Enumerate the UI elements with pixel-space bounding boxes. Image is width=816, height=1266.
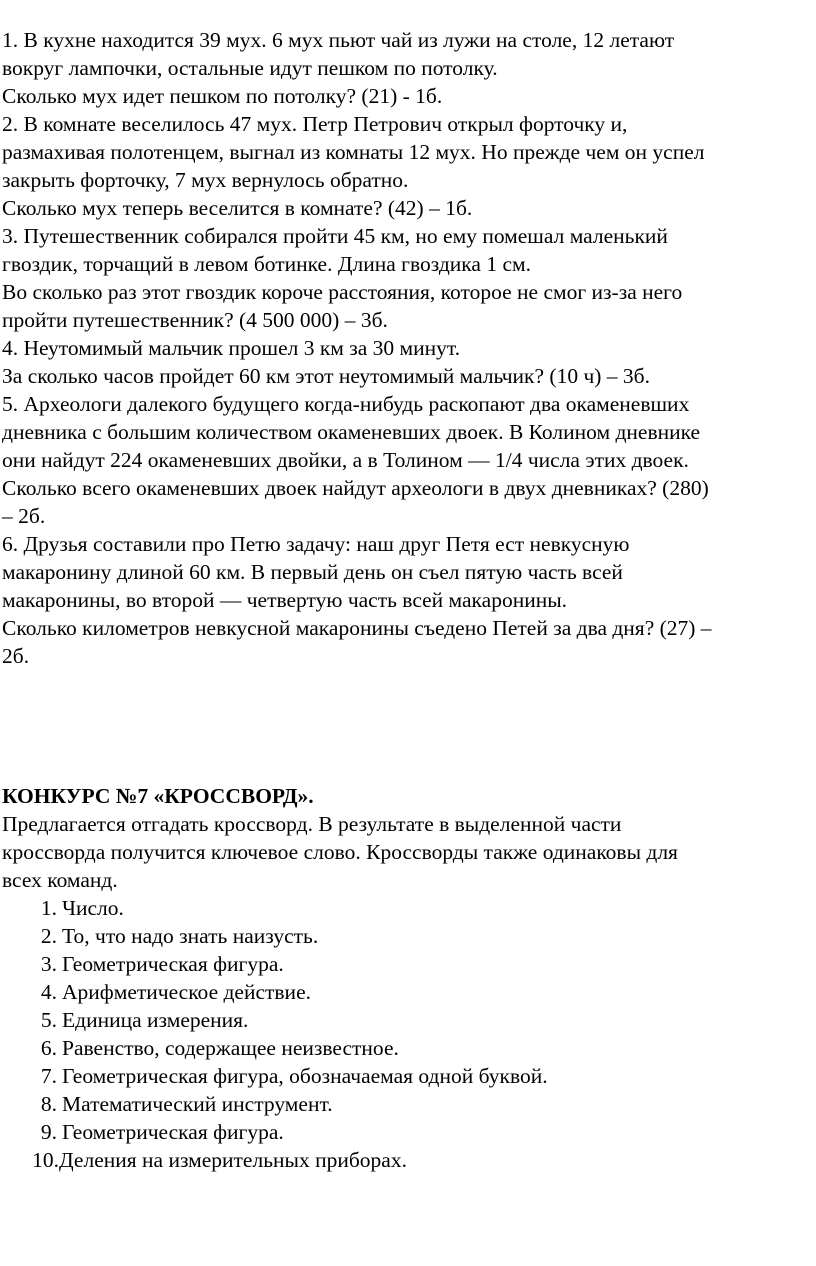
text-line: пройти путешественник? (4 500 000) – 3б. [2,308,388,332]
contest-intro-line: Предлагается отгадать кроссворд. В результате в выделенной части [2,812,622,836]
clue-text: Арифметическое действие. [62,980,311,1004]
text-line: За сколько часов пройдет 60 км этот неутомимый мальчик? (10 ч) – 3б. [2,364,650,388]
text-line: Во сколько раз этот гвоздик короче расстояния, которое не смог из-за него [2,280,683,304]
spacer [2,670,808,782]
text-line: – 2б. [2,504,46,528]
contest-section [2,782,808,1174]
text-line: макаронины, во второй — четвертую часть всей макаронины. [2,588,568,612]
clue-number: 10. [32,1148,59,1172]
clue-item [2,1118,808,1146]
clue-text: Деления на измерительных приборах. [59,1148,407,1172]
text-line: вокруг лампочки, остальные идут пешком по потолку. [2,56,498,80]
clue-number: 5. [40,1008,57,1032]
clue-number: 8. [40,1092,57,1116]
text-line: закрыть форточку, 7 мух вернулось обратно. [2,168,409,192]
text-line: 5. Археологи далекого будущего когда-нибудь раскопают два окаменевших [2,392,690,416]
clue-item [2,1146,808,1174]
clue-number: 4. [40,980,57,1004]
clue-number: 3. [40,952,57,976]
text-line: 3. Путешественник собирался пройти 45 км, но ему помешал маленький [2,224,668,248]
text-line: 2. В комнате веселилось 47 мух. Петр Петрович открыл форточку и, [2,112,628,136]
clue-item [2,950,808,978]
clue-number: 6. [40,1036,57,1060]
clue-item [2,1062,808,1090]
text-line: Сколько мух идет пешком по потолку? (21) - 1б. [2,84,443,108]
clue-number: 1. [40,896,57,920]
crossword-clue-list [2,894,808,1174]
clue-item [2,894,808,922]
text-line: Сколько мух теперь веселится в комнате? (42) – 1б. [2,196,473,220]
clue-number: 9. [40,1120,57,1144]
task-2 [2,110,808,222]
task-5 [2,390,808,530]
clue-item [2,978,808,1006]
text-line: Сколько километров невкусной макаронины съедено Петей за два дня? (27) – [2,616,712,640]
text-line: они найдут 224 окаменевших двойки, а в Толином — 1/4 числа этих двоек. [2,448,689,472]
task-4 [2,334,808,390]
clue-item [2,1006,808,1034]
clue-text: Число. [62,896,124,920]
clue-text: Математический инструмент. [62,1092,333,1116]
text-line: размахивая полотенцем, выгнал из комнаты 12 мух. Но прежде чем он успел [2,140,705,164]
text-line: гвоздик, торчащий в левом ботинке. Длина гвоздика 1 см. [2,252,531,276]
text-line: макаронину длиной 60 км. В первый день он съел пятую часть всей [2,560,623,584]
clue-number: 7. [40,1064,57,1088]
task-1 [2,26,808,110]
text-line: дневника с большим количеством окаменевших двоек. В Колином дневнике [2,420,701,444]
clue-item [2,1090,808,1118]
text-line: Сколько всего окаменевших двоек найдут археологи в двух дневниках? (280) [2,476,709,500]
contest-intro-line: кроссворда получится ключевое слово. Кроссворды также одинаковы для [2,840,678,864]
text-line: 2б. [2,644,30,668]
clue-text: Единица измерения. [62,1008,249,1032]
clue-item [2,922,808,950]
text-line: 6. Друзья составили про Петю задачу: наш друг Петя ест невкусную [2,532,630,556]
text-line: 1. В кухне находится 39 мух. 6 мух пьют чай из лужи на столе, 12 летают [2,28,675,52]
contest-intro-line: всех команд. [2,868,118,892]
task-3 [2,222,808,334]
contest-heading: КОНКУРС №7 «КРОССВОРД». [2,784,314,808]
clue-text: То, что надо знать наизусть. [62,924,319,948]
clue-text: Геометрическая фигура, обозначаемая одной буквой. [62,1064,548,1088]
clue-number: 2. [40,924,57,948]
clue-text: Равенство, содержащее неизвестное. [62,1036,399,1060]
task-6 [2,530,808,670]
clue-text: Геометрическая фигура. [62,1120,284,1144]
clue-item [2,1034,808,1062]
text-line: 4. Неутомимый мальчик прошел 3 км за 30 минут. [2,336,461,360]
clue-text: Геометрическая фигура. [62,952,284,976]
